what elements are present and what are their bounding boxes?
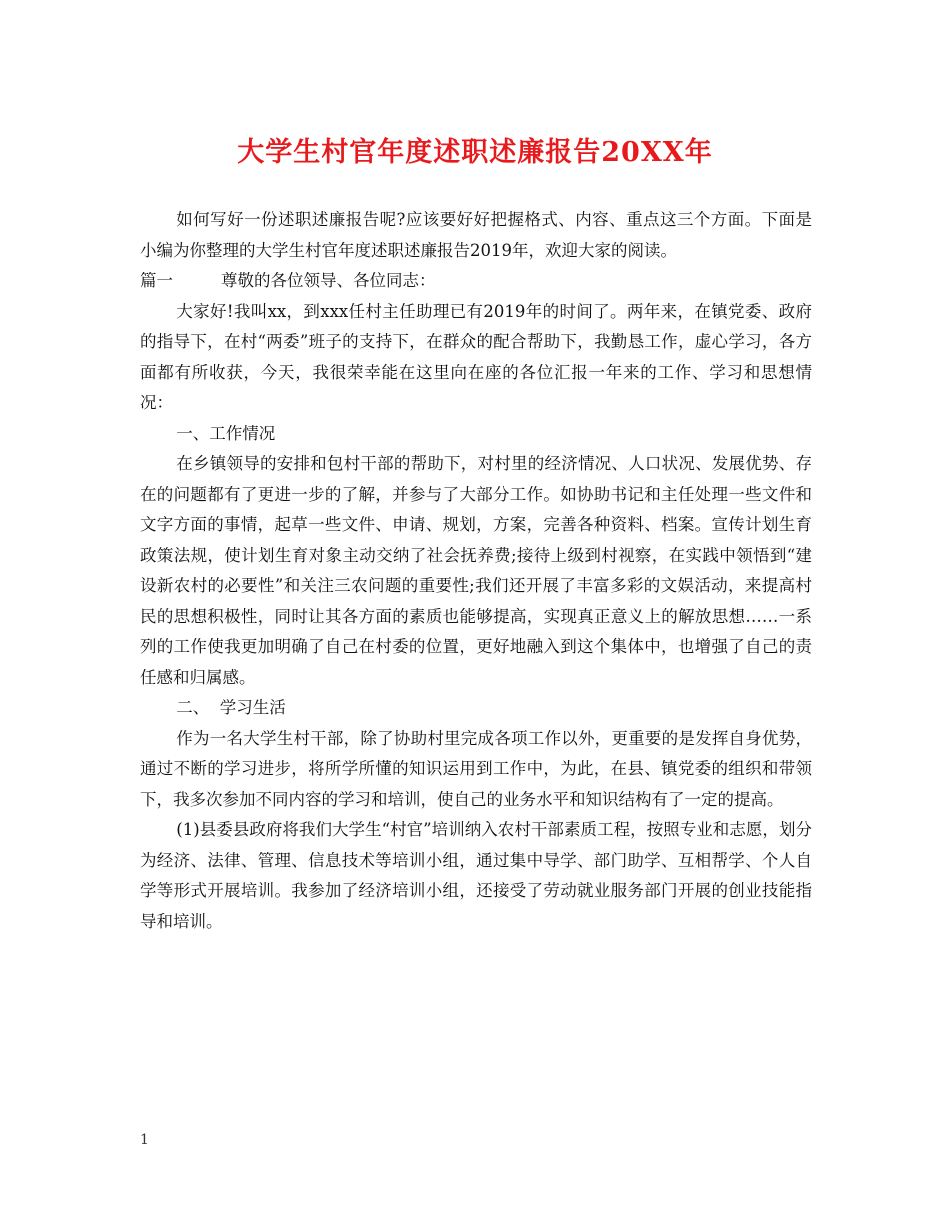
paragraph-3: 作为一名大学生村干部，除了协助村里完成各项工作以外，更重要的是发挥自身优势，通过不断的学习进步，将所学所懂的知识运用到工作中，为此，在县、镇党委的组织和带领下，我多次参加不同内容的学习和培训，使自己的业务水平和知识结构有了一定的提高。 xyxy=(140,728,812,809)
paragraph-1: 大家好!我叫xx，到xxx任村主任助理已有2019年的时间了。两年来，在镇党委、政府的指导下，在村“两委”班子的支持下，在群众的配合帮助下，我勤恳工作，虚心学习，各方面都有所收获，今天，我很荣幸能在这里向在座的各位汇报一年来的工作、学习和思想情况： xyxy=(140,301,812,412)
document-body xyxy=(140,205,812,937)
section-label: 篇一 xyxy=(140,271,173,290)
document-title: 大学生村官年度述职述廉报告20XX年 xyxy=(237,137,713,168)
paragraph-4: (1)县委县政府将我们大学生“村官”培训纳入农村干部素质工程，按照专业和志愿，划分为经济、法律、管理、信息技术等培训小组，通过集中导学、部门助学、互相帮学、个人自学等形式开展培训。我参加了经济培训小组，还接受了劳动就业服务部门开展的创业技能指导和培训。 xyxy=(140,820,812,931)
paragraph-2: 在乡镇领导的安排和包村干部的帮助下，对村里的经济情况、人口状况、发展优势、存在的问题都有了更进一步的了解，并参与了大部分工作。如协助书记和主任处理一些文件和文字方面的事情，起草一些文件、申请、规划，方案，完善各种资料、档案。宣传计划生育政策法规，使计划生育对象主动交纳了社会抚养费;接待上级到村视察，在实践中领悟到“建设新农村的必要性”和关注三农问题的重要性;我们还开展了丰富多彩的文娱活动，来提高村民的思想积极性，同时让其各方面的素质也能够提高，实现真正意义上的解放思想……一系列的工作使我更加明确了自己在村委的位置，更好地融入到这个集体中，也增强了自己的责任感和归属感。 xyxy=(140,454,812,687)
salutation-line xyxy=(140,266,812,297)
page-number: 1 xyxy=(140,1132,149,1148)
heading-work: 一、工作情况 xyxy=(176,423,276,443)
intro-paragraph: 如何写好一份述职述廉报告呢?应该要好好把握格式、内容、重点这三个方面。下面是小编为你整理的大学生村官年度述职述廉报告2019年，欢迎大家的阅读。 xyxy=(140,210,812,260)
heading-study: 二、 学习生活 xyxy=(176,698,286,717)
salutation: 尊敬的各位领导、各位同志： xyxy=(221,271,436,290)
